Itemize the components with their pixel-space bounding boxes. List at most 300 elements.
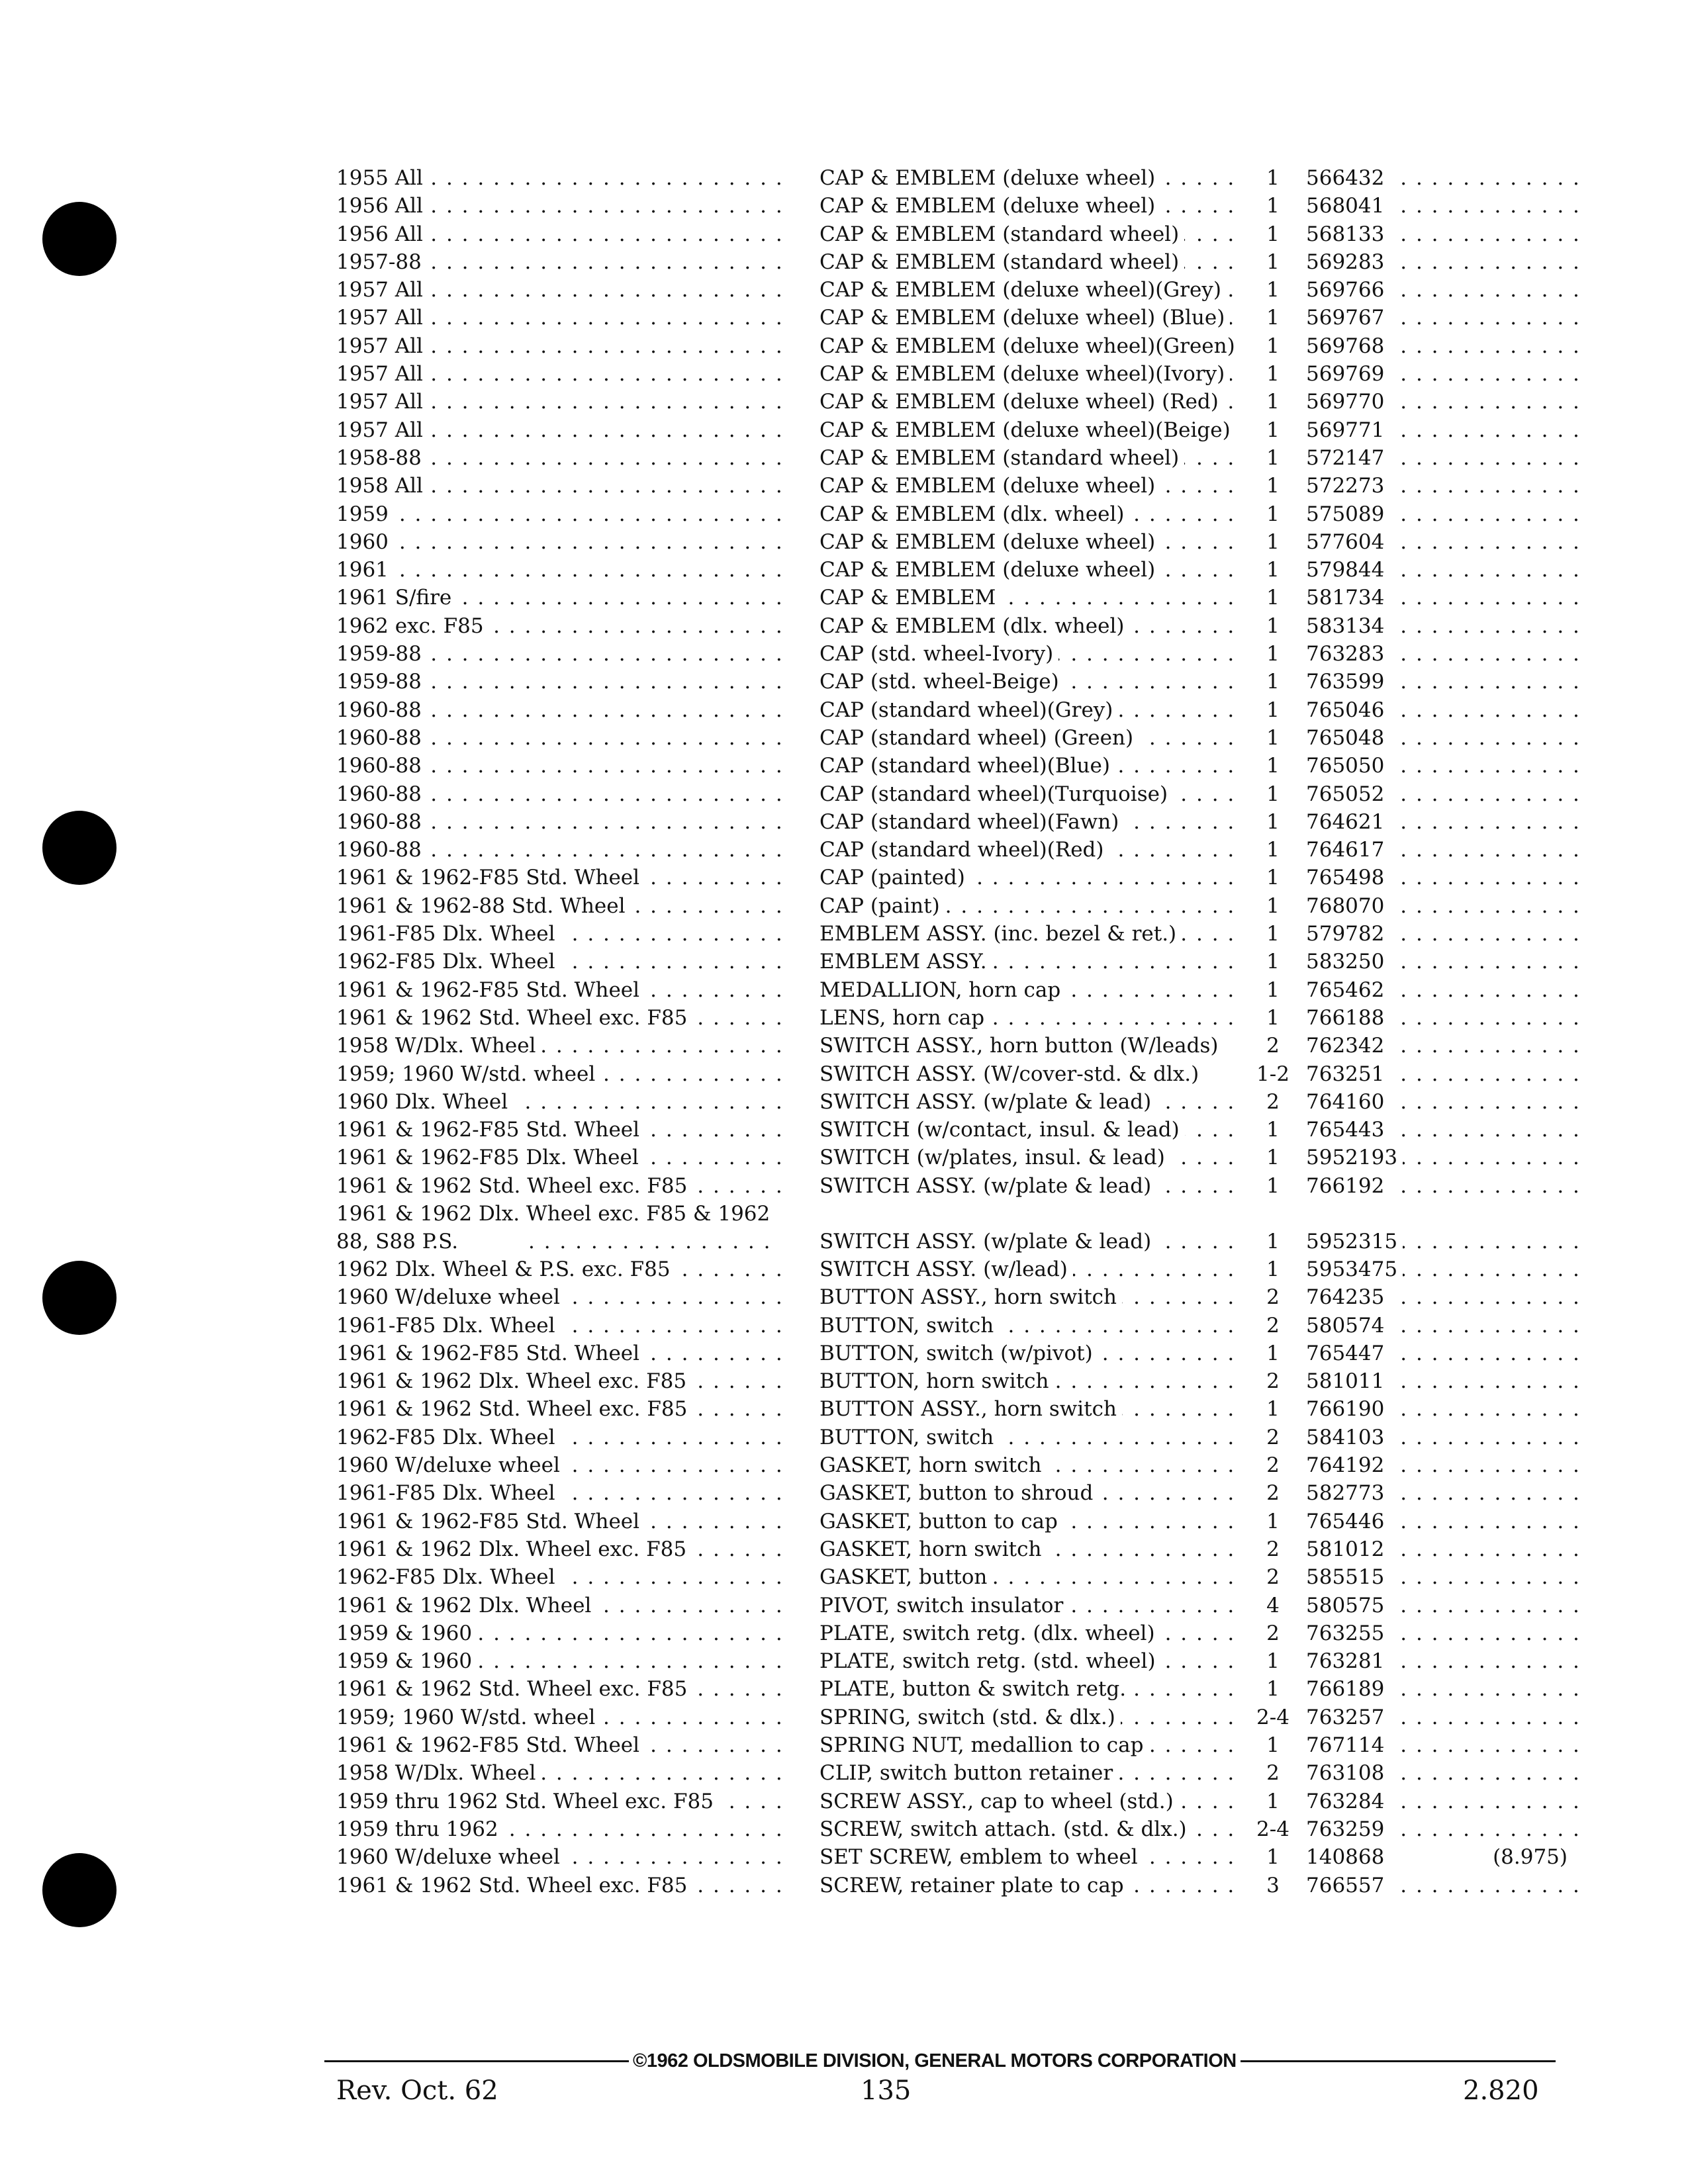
model-cell: 1960-88 . . . — [336, 836, 785, 864]
description-cell: BUTTON, switch (w/pivot) . . . — [820, 1340, 1243, 1367]
part-number-cell: 763251 . . . — [1306, 1060, 1584, 1088]
part-number-cell: 765048 . . . — [1306, 724, 1584, 752]
part-number-cell: 569283 . . . — [1306, 248, 1584, 276]
part-number-cell: 575089 . . . — [1306, 500, 1584, 528]
description-cell: SWITCH ASSY. (w/lead) . . . — [820, 1255, 1243, 1283]
table-row — [336, 1479, 1561, 1507]
model-cell: 1959; 1960 W/std. wheel . . . — [336, 1060, 785, 1088]
model-cell: 1961 & 1962 Dlx. Wheel exc. F85 . . . — [336, 1367, 785, 1395]
model-cell: 1962 exc. F85 . . . — [336, 612, 785, 640]
quantity-cell: 1 — [1266, 922, 1280, 946]
model-cell: 1961 & 1962 Dlx. Wheel exc. F85 & 1962 88, S88 P.S. . . . — [336, 1200, 786, 1255]
part-number-cell: 763283 . . . — [1306, 640, 1584, 668]
model-cell: 1958 W/Dlx. Wheel . . . — [336, 1032, 785, 1060]
description-cell: CAP (painted) . . . — [820, 864, 1243, 891]
model-cell: 1961 & 1962 Std. Wheel exc. F85 . . . — [336, 1395, 785, 1423]
part-number-cell: 763257 . . . — [1306, 1704, 1584, 1731]
model-cell: 1961 . . . — [336, 556, 785, 584]
model-cell: 1957 All . . . — [336, 388, 785, 416]
description-cell: CAP & EMBLEM (dlx. wheel) . . . — [820, 500, 1243, 528]
group-number-cell: (8.975) — [1493, 1845, 1568, 1870]
description-cell: GASKET, button to shroud . . . — [820, 1479, 1243, 1507]
model-cell: 1960 Dlx. Wheel . . . — [336, 1088, 785, 1116]
table-row — [336, 808, 1561, 836]
quantity-cell: 1 — [1266, 418, 1280, 442]
part-number-cell: 579782 . . . — [1306, 920, 1584, 948]
table-row — [336, 1508, 1561, 1535]
quantity-cell: 1 — [1266, 1845, 1280, 1870]
part-number-cell: 762342 . . . — [1306, 1032, 1584, 1060]
description-cell: SPRING NUT, medallion to cap . . . — [820, 1731, 1243, 1759]
quantity-cell: 1 — [1266, 1677, 1280, 1702]
model-cell: 1961 & 1962-F85 Std. Wheel . . . — [336, 1340, 785, 1367]
description-cell: EMBLEM ASSY. (inc. bezel & ret.) . . . — [820, 920, 1243, 948]
part-number-cell: 764621 . . . — [1306, 808, 1584, 836]
part-number-cell: 765443 . . . — [1306, 1116, 1584, 1144]
model-cell: 1961 & 1962 Dlx. Wheel . . . — [336, 1592, 785, 1619]
model-cell: 1962-F85 Dlx. Wheel . . . — [336, 1424, 785, 1451]
description-cell: SET SCREW, emblem to wheel . . . — [820, 1843, 1243, 1871]
part-number-cell: 764160 . . . — [1306, 1088, 1584, 1116]
table-row — [336, 724, 1561, 752]
part-number-cell: 568041 . . . — [1306, 192, 1584, 220]
part-number-cell: 765050 . . . — [1306, 752, 1584, 780]
quantity-cell: 2 — [1266, 1481, 1280, 1506]
table-row — [336, 1088, 1561, 1116]
section-number: 2.820 — [1463, 2075, 1539, 2106]
table-row — [336, 1144, 1561, 1171]
description-cell: CAP & EMBLEM (standard wheel) . . . — [820, 248, 1243, 276]
quantity-cell: 1 — [1266, 1146, 1280, 1170]
model-cell: 1958-88 . . . — [336, 444, 785, 472]
description-cell: CAP & EMBLEM (deluxe wheel)(Green) . . . — [820, 332, 1243, 360]
model-cell: 1959 thru 1962 . . . — [336, 1815, 785, 1843]
table-row — [336, 920, 1561, 948]
description-cell: GASKET, button to cap . . . — [820, 1508, 1243, 1535]
part-number-cell: 766192 . . . — [1306, 1172, 1584, 1200]
part-number-cell: 579844 . . . — [1306, 556, 1584, 584]
part-number-cell: 581012 . . . — [1306, 1535, 1584, 1563]
table-row — [336, 892, 1561, 920]
description-cell: SCREW, retainer plate to cap . . . — [820, 1872, 1243, 1899]
description-cell: CAP (paint) . . . — [820, 892, 1243, 920]
part-number-cell: 569768 . . . — [1306, 332, 1584, 360]
part-number-cell: 582773 . . . — [1306, 1479, 1584, 1507]
part-number-cell: 569769 . . . — [1306, 360, 1584, 388]
description-cell: CAP & EMBLEM (deluxe wheel) . . . — [820, 192, 1243, 220]
table-row — [336, 360, 1561, 388]
parts-list — [336, 164, 1568, 1899]
model-cell: 1959 thru 1962 Std. Wheel exc. F85 . . . — [336, 1788, 785, 1815]
description-cell: GASKET, horn switch . . . — [820, 1535, 1243, 1563]
table-row — [336, 948, 1561, 976]
model-cell: 1959 & 1960 . . . — [336, 1619, 785, 1647]
quantity-cell: 1 — [1266, 809, 1280, 834]
model-cell: 1959-88 . . . — [336, 640, 785, 668]
table-row — [336, 1759, 1561, 1787]
quantity-cell: 1 — [1266, 1118, 1280, 1142]
part-number-cell: 583134 . . . — [1306, 612, 1584, 640]
model-cell: 1961 & 1962 Std. Wheel exc. F85 . . . — [336, 1872, 785, 1899]
quantity-cell: 1 — [1266, 250, 1280, 274]
part-number-cell: 766188 . . . — [1306, 1004, 1584, 1032]
part-number-cell: 767114 . . . — [1306, 1731, 1584, 1759]
description-cell: GASKET, button . . . — [820, 1563, 1243, 1591]
description-cell: CAP & EMBLEM (deluxe wheel) . . . — [820, 164, 1243, 192]
quantity-cell: 1 — [1266, 893, 1280, 918]
table-row — [336, 528, 1561, 556]
model-cell: 1960 W/deluxe wheel . . . — [336, 1283, 785, 1311]
quantity-cell: 2 — [1266, 1369, 1280, 1394]
part-number-cell: 5952315 . . . — [1306, 1228, 1584, 1255]
description-cell: CAP & EMBLEM . . . — [820, 584, 1243, 612]
model-cell: 1959; 1960 W/std. wheel . . . — [336, 1704, 785, 1731]
part-number-cell: 768070 . . . — [1306, 892, 1584, 920]
table-row — [336, 388, 1561, 416]
description-cell: CAP & EMBLEM (deluxe wheel)(Grey) . . . — [820, 276, 1243, 304]
model-cell: 1961 & 1962-F85 Std. Wheel . . . — [336, 1508, 785, 1535]
part-number-cell: 765046 . . . — [1306, 696, 1584, 724]
part-number-cell: 569770 . . . — [1306, 388, 1584, 416]
table-row — [336, 1200, 1561, 1255]
model-cell: 1957 All . . . — [336, 304, 785, 332]
model-cell: 1962-F85 Dlx. Wheel . . . — [336, 948, 785, 976]
quantity-cell: 1 — [1266, 725, 1280, 750]
part-number-cell: 763259 . . . — [1306, 1815, 1584, 1843]
part-number-cell: 140868 — [1306, 1843, 1584, 1871]
table-row — [336, 1563, 1561, 1591]
quantity-cell: 1 — [1266, 166, 1280, 190]
part-number-cell: 584103 . . . — [1306, 1424, 1584, 1451]
table-row — [336, 1060, 1561, 1088]
model-cell: 1959 & 1960 . . . — [336, 1647, 785, 1675]
description-cell: SWITCH (w/contact, insul. & lead) . . . — [820, 1116, 1243, 1144]
table-row — [336, 304, 1561, 332]
model-cell: 1956 All . . . — [336, 192, 785, 220]
table-row — [336, 1116, 1561, 1144]
part-number-cell: 766557 . . . — [1306, 1872, 1584, 1899]
description-cell: CAP (standard wheel)(Grey) . . . — [820, 696, 1243, 724]
quantity-cell: 1 — [1266, 1733, 1280, 1758]
description-cell: CAP (std. wheel-Beige) . . . — [820, 668, 1243, 696]
description-cell: CAP (standard wheel)(Fawn) . . . — [820, 808, 1243, 836]
quantity-cell: 2-4 — [1256, 1705, 1289, 1729]
description-cell: BUTTON, switch . . . — [820, 1312, 1243, 1340]
quantity-cell: 1 — [1266, 838, 1280, 862]
description-cell: SWITCH ASSY. (w/plate & lead) . . . — [820, 1172, 1243, 1200]
table-row — [336, 668, 1561, 696]
description-cell: MEDALLION, horn cap . . . — [820, 976, 1243, 1004]
model-cell: 1960-88 . . . — [336, 724, 785, 752]
quantity-cell: 1 — [1266, 670, 1280, 694]
part-number-cell: 572273 . . . — [1306, 472, 1584, 500]
description-cell: PLATE, switch retg. (dlx. wheel) . . . — [820, 1619, 1243, 1647]
part-number-cell: 5952193 . . . — [1306, 1144, 1584, 1171]
part-number-cell: 764617 . . . — [1306, 836, 1584, 864]
model-cell: 1961 & 1962 Std. Wheel exc. F85 . . . — [336, 1004, 785, 1032]
model-cell: 1961 & 1962-F85 Std. Wheel . . . — [336, 1731, 785, 1759]
description-cell: CAP & EMBLEM (deluxe wheel) . . . — [820, 556, 1243, 584]
description-cell: CAP & EMBLEM (standard wheel) . . . — [820, 220, 1243, 248]
description-cell: CAP & EMBLEM (standard wheel) . . . — [820, 444, 1243, 472]
table-row — [336, 696, 1561, 724]
quantity-cell: 2 — [1266, 1425, 1280, 1449]
quantity-cell: 1 — [1266, 950, 1280, 974]
description-cell: PIVOT, switch insulator . . . — [820, 1592, 1243, 1619]
description-cell: CAP (std. wheel-Ivory) . . . — [820, 640, 1243, 668]
description-cell: PLATE, button & switch retg. . . . — [820, 1675, 1243, 1703]
description-cell: CAP & EMBLEM (deluxe wheel) . . . — [820, 528, 1243, 556]
model-cell: 1960 W/deluxe wheel . . . — [336, 1451, 785, 1479]
part-number-cell: 569766 . . . — [1306, 276, 1584, 304]
quantity-cell: 1 — [1266, 1397, 1280, 1422]
table-row — [336, 1395, 1561, 1423]
quantity-cell: 1 — [1266, 1173, 1280, 1198]
table-row — [336, 1535, 1561, 1563]
part-number-cell: 765052 . . . — [1306, 780, 1584, 808]
quantity-cell: 2 — [1266, 1621, 1280, 1645]
table-row — [336, 584, 1561, 612]
description-cell: SWITCH ASSY., horn button (W/leads) — [820, 1032, 1243, 1060]
quantity-cell: 1 — [1266, 698, 1280, 722]
part-number-cell: 581011 . . . — [1306, 1367, 1584, 1395]
model-cell: 1959-88 . . . — [336, 668, 785, 696]
description-cell: BUTTON ASSY., horn switch . . . — [820, 1283, 1243, 1311]
part-number-cell: 764235 . . . — [1306, 1283, 1584, 1311]
description-cell: CAP (standard wheel)(Turquoise) . . . — [820, 780, 1243, 808]
part-number-cell: 766189 . . . — [1306, 1675, 1584, 1703]
model-cell: 1957-88 . . . — [336, 248, 785, 276]
description-cell: SWITCH ASSY. (W/cover-std. & dlx.) — [820, 1060, 1243, 1088]
table-row — [336, 1032, 1561, 1060]
description-cell: CAP & EMBLEM (deluxe wheel) (Red) . . . — [820, 388, 1243, 416]
model-cell: 1958 All . . . — [336, 472, 785, 500]
part-number-cell: 763281 . . . — [1306, 1647, 1584, 1675]
table-row — [336, 640, 1561, 668]
table-row — [336, 1815, 1561, 1843]
part-number-cell: 5953475 . . . — [1306, 1255, 1584, 1283]
part-number-cell: 568133 . . . — [1306, 220, 1584, 248]
description-cell: SWITCH (w/plates, insul. & lead) . . . — [820, 1144, 1243, 1171]
quantity-cell: 2 — [1266, 1565, 1280, 1590]
part-number-cell: 583250 . . . — [1306, 948, 1584, 976]
table-row — [336, 976, 1561, 1004]
binder-hole — [42, 202, 117, 276]
quantity-cell: 1 — [1266, 1005, 1280, 1030]
part-number-cell: 585515 . . . — [1306, 1563, 1584, 1591]
description-cell: SCREW, switch attach. (std. & dlx.) . . . — [820, 1815, 1243, 1843]
model-cell: 1962 Dlx. Wheel & P.S. exc. F85 . . . — [336, 1255, 785, 1283]
table-row — [336, 1619, 1561, 1647]
quantity-cell: 2 — [1266, 1537, 1280, 1561]
copyright-notice: ©1962 OLDSMOBILE DIVISION, GENERAL MOTORS CORPORATION — [629, 2050, 1241, 2072]
description-cell: CAP & EMBLEM (deluxe wheel) . . . — [820, 472, 1243, 500]
part-number-cell: 577604 . . . — [1306, 528, 1584, 556]
table-row — [336, 1255, 1561, 1283]
table-row — [336, 332, 1561, 360]
description-cell: CAP (standard wheel)(Blue) . . . — [820, 752, 1243, 780]
part-number-cell: 566432 . . . — [1306, 164, 1584, 192]
model-cell: 1961 S/fire . . . — [336, 584, 785, 612]
model-cell: 1957 All . . . — [336, 416, 785, 444]
quantity-cell: 1 — [1266, 558, 1280, 582]
model-cell: 1961 & 1962-F85 Std. Wheel . . . — [336, 1116, 785, 1144]
binder-hole — [42, 1261, 117, 1335]
quantity-cell: 1 — [1266, 978, 1280, 1002]
model-cell: 1960-88 . . . — [336, 752, 785, 780]
model-cell: 1959 . . . — [336, 500, 785, 528]
table-row — [336, 1872, 1561, 1899]
quantity-cell: 1 — [1266, 1341, 1280, 1365]
table-row — [336, 1592, 1561, 1619]
description-cell: CLIP, switch button retainer . . . — [820, 1759, 1243, 1787]
quantity-cell: 1 — [1266, 1509, 1280, 1533]
part-number-cell: 581734 . . . — [1306, 584, 1584, 612]
quantity-cell: 2-4 — [1256, 1817, 1289, 1841]
description-cell: BUTTON, switch . . . — [820, 1424, 1243, 1451]
quantity-cell: 1 — [1266, 1789, 1280, 1813]
quantity-cell: 1 — [1266, 502, 1280, 526]
table-row — [336, 556, 1561, 584]
quantity-cell: 1 — [1266, 754, 1280, 778]
description-cell: SWITCH ASSY. (w/plate & lead) . . . — [820, 1088, 1243, 1116]
table-row — [336, 276, 1561, 304]
model-cell: 1961-F85 Dlx. Wheel . . . — [336, 1312, 785, 1340]
quantity-cell: 1 — [1266, 445, 1280, 470]
quantity-cell: 2 — [1266, 1034, 1280, 1058]
table-row — [336, 1451, 1561, 1479]
description-cell: SWITCH ASSY. (w/plate & lead) . . . — [820, 1228, 1243, 1255]
part-number-cell: 580575 . . . — [1306, 1592, 1584, 1619]
quantity-cell: 1 — [1266, 334, 1280, 358]
table-row — [336, 1367, 1561, 1395]
part-number-cell: 572147 . . . — [1306, 444, 1584, 472]
part-number-cell: 765446 . . . — [1306, 1508, 1584, 1535]
part-number-cell: 569771 . . . — [1306, 416, 1584, 444]
description-cell: BUTTON, horn switch . . . — [820, 1367, 1243, 1395]
model-cell: 1961 & 1962-88 Std. Wheel . . . — [336, 892, 785, 920]
table-row — [336, 1424, 1561, 1451]
table-row — [336, 1843, 1568, 1871]
quantity-cell: 2 — [1266, 1313, 1280, 1338]
quantity-cell: 1 — [1266, 306, 1280, 330]
quantity-cell: 2 — [1266, 1285, 1280, 1310]
quantity-cell: 1 — [1266, 586, 1280, 610]
model-cell: 1955 All . . . — [336, 164, 785, 192]
table-row — [336, 1731, 1561, 1759]
model-cell: 1961 & 1962 Std. Wheel exc. F85 . . . — [336, 1675, 785, 1703]
quantity-cell: 1 — [1266, 529, 1280, 554]
quantity-cell: 1 — [1266, 1229, 1280, 1253]
table-row — [336, 752, 1561, 780]
description-cell: GASKET, horn switch . . . — [820, 1451, 1243, 1479]
quantity-cell: 1 — [1266, 1257, 1280, 1281]
description-cell: CAP & EMBLEM (deluxe wheel) (Blue) . . . — [820, 304, 1243, 332]
quantity-cell: 3 — [1266, 1873, 1280, 1897]
binder-hole — [42, 811, 117, 885]
table-row — [336, 612, 1561, 640]
quantity-cell: 2 — [1266, 1089, 1280, 1114]
table-row — [336, 1647, 1561, 1675]
model-cell: 1962-F85 Dlx. Wheel . . . — [336, 1563, 785, 1591]
model-cell: 1960 W/deluxe wheel . . . — [336, 1843, 785, 1871]
quantity-cell: 1-2 — [1256, 1062, 1289, 1086]
quantity-cell: 1 — [1266, 1649, 1280, 1674]
model-cell: 1961 & 1962-F85 Std. Wheel . . . — [336, 976, 785, 1004]
table-row — [336, 248, 1561, 276]
binder-hole — [42, 1853, 117, 1927]
model-cell: 1957 All . . . — [336, 332, 785, 360]
part-number-cell: 764192 . . . — [1306, 1451, 1584, 1479]
part-number-cell: 766190 . . . — [1306, 1395, 1584, 1423]
table-row — [336, 192, 1561, 220]
table-row — [336, 1172, 1561, 1200]
table-row — [336, 780, 1561, 808]
quantity-cell: 2 — [1266, 1761, 1280, 1786]
table-row — [336, 444, 1561, 472]
model-cell: 1957 All . . . — [336, 360, 785, 388]
table-row — [336, 1004, 1561, 1032]
table-row — [336, 1788, 1561, 1815]
quantity-cell: 1 — [1266, 194, 1280, 218]
description-cell: SCREW ASSY., cap to wheel (std.) . . . — [820, 1788, 1243, 1815]
model-cell: 1958 W/Dlx. Wheel . . . — [336, 1759, 785, 1787]
model-cell: 1961-F85 Dlx. Wheel . . . — [336, 920, 785, 948]
quantity-cell: 1 — [1266, 782, 1280, 806]
model-cell: 1961 & 1962 Dlx. Wheel exc. F85 . . . — [336, 1535, 785, 1563]
quantity-cell: 1 — [1266, 474, 1280, 498]
model-cell: 1961-F85 Dlx. Wheel . . . — [336, 1479, 785, 1507]
quantity-cell: 1 — [1266, 278, 1280, 302]
description-cell: CAP & EMBLEM (deluxe wheel)(Beige) . . . — [820, 416, 1243, 444]
table-row — [336, 1312, 1561, 1340]
quantity-cell: 1 — [1266, 642, 1280, 666]
model-cell: 1960-88 . . . — [336, 808, 785, 836]
quantity-cell: 1 — [1266, 222, 1280, 246]
quantity-cell: 4 — [1266, 1593, 1280, 1617]
model-cell: 1961 & 1962 Std. Wheel exc. F85 . . . — [336, 1172, 785, 1200]
description-cell: BUTTON ASSY., horn switch . . . — [820, 1395, 1243, 1423]
description-cell: LENS, horn cap . . . — [820, 1004, 1243, 1032]
table-row — [336, 220, 1561, 248]
quantity-cell: 1 — [1266, 614, 1280, 638]
part-number-cell: 763255 . . . — [1306, 1619, 1584, 1647]
table-row — [336, 864, 1561, 891]
part-number-cell: 763108 . . . — [1306, 1759, 1584, 1787]
model-cell: 1956 All . . . — [336, 220, 785, 248]
description-cell: CAP (standard wheel) (Green) . . . — [820, 724, 1243, 752]
part-number-cell: 763284 . . . — [1306, 1788, 1584, 1815]
quantity-cell: 1 — [1266, 362, 1280, 387]
part-number-cell: 580574 . . . — [1306, 1312, 1584, 1340]
description-cell: PLATE, switch retg. (std. wheel) . . . — [820, 1647, 1243, 1675]
table-row — [336, 416, 1561, 444]
part-number-cell: 765462 . . . — [1306, 976, 1584, 1004]
model-cell: 1961 & 1962-F85 Std. Wheel . . . — [336, 864, 785, 891]
part-number-cell: 763599 . . . — [1306, 668, 1584, 696]
table-row — [336, 472, 1561, 500]
revision-date: Rev. Oct. 62 — [336, 2075, 498, 2106]
table-row — [336, 1704, 1561, 1731]
description-cell: EMBLEM ASSY. . . . — [820, 948, 1243, 976]
table-row — [336, 164, 1561, 192]
table-row — [336, 500, 1561, 528]
table-row — [336, 1675, 1561, 1703]
table-row — [336, 1340, 1561, 1367]
part-number-cell: 765498 . . . — [1306, 864, 1584, 891]
quantity-cell: 2 — [1266, 1453, 1280, 1478]
model-cell: 1960 . . . — [336, 528, 785, 556]
